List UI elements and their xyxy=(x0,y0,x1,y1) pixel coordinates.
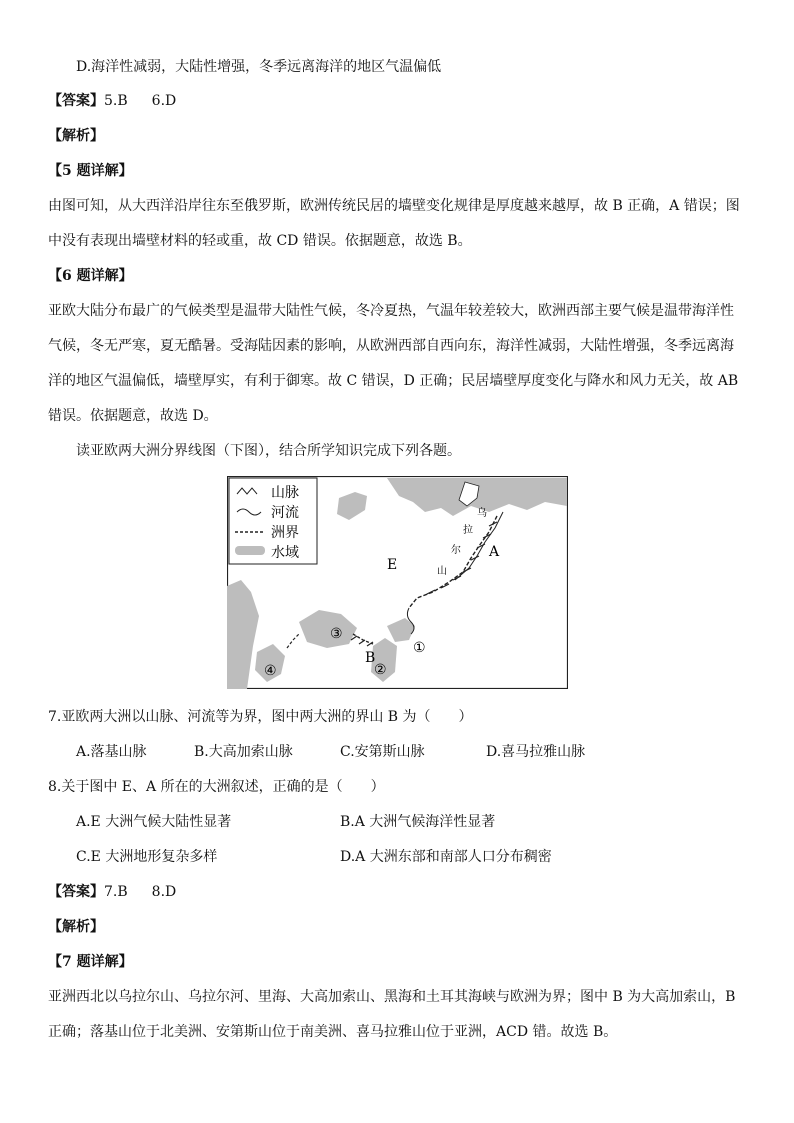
q8-option-d: D.A 大洲东部和南部人口分布稠密 xyxy=(340,849,552,865)
legend-river-label: 河流 xyxy=(271,505,299,521)
q7-option-d: D.喜马拉雅山脉 xyxy=(486,744,586,760)
legend-water-label: 水域 xyxy=(271,545,299,561)
analysis-label: 【解析】 xyxy=(48,128,104,144)
map-svg xyxy=(227,476,568,689)
answer-line-2 xyxy=(48,882,748,902)
q5-detail-line: 由图可知，从大西洋沿岸往东至俄罗斯，欧洲传统民居的墙壁变化规律是厚度越来越厚，故 B 正确，A 错误；图 xyxy=(48,198,740,214)
q8-option-a: A.E 大洲气候大陆性显著 xyxy=(76,814,232,830)
legend-boundary-label: 洲界 xyxy=(271,525,299,541)
q8-option-b: B.A 大洲气候海洋性显著 xyxy=(340,814,496,830)
q7-stem: 7.亚欧两大洲以山脉、河流等为界，图中两大洲的界山 B 为（ ） xyxy=(48,709,473,725)
label-circle-3: ③ xyxy=(330,626,343,642)
water-icon xyxy=(235,546,265,555)
q7-option-c: C.安第斯山脉 xyxy=(340,744,425,760)
q6-detail-line: 气候，冬无严寒，夏无酷暑。受海陆因素的影响，从欧洲西部自西向东，海洋性减弱，大陆性增强，冬季远离海 xyxy=(48,338,734,354)
label-circle-2: ② xyxy=(374,662,387,678)
answer-label-2: 【答案】 xyxy=(48,884,104,900)
q8-option-c: C.E 大洲地形复杂多样 xyxy=(76,849,218,865)
label-wu: 乌 xyxy=(477,508,487,519)
q5-detail-line: 中没有表现出墙壁材料的轻或重，故 CD 错误。依据题意，故选 B。 xyxy=(48,233,472,249)
q7-option-b: B.大高加索山脉 xyxy=(194,744,293,760)
label-b: B xyxy=(365,650,376,666)
answer-line-1 xyxy=(48,91,748,111)
q5-detail-title: 【5 题详解】 xyxy=(48,163,133,179)
q6-detail-title: 【6 题详解】 xyxy=(48,268,133,284)
q6-detail-line: 错误。依据题意，故选 D。 xyxy=(48,408,218,424)
label-la: 拉 xyxy=(463,525,473,536)
label-er: 尔 xyxy=(451,545,461,556)
q6-detail-line: 亚欧大陆分布最广的气候类型是温带大陆性气候，冬冷夏热，气温年较差较大，欧洲西部主要气候是温带海洋性 xyxy=(48,303,734,319)
label-shan: 山 xyxy=(437,566,447,577)
answer-8: 8.D xyxy=(151,884,177,900)
analysis-label-2: 【解析】 xyxy=(48,919,104,935)
label-circle-4: ④ xyxy=(264,663,277,679)
q7-detail-line: 亚洲西北以乌拉尔山、乌拉尔河、里海、大高加索山、黑海和土耳其海峡与欧洲为界；图中 B 为大高加索山，B xyxy=(48,989,736,1005)
answer-label: 【答案】 xyxy=(48,93,104,109)
label-a: A xyxy=(489,544,500,560)
q7-option-a: A.落基山脉 xyxy=(76,744,147,760)
answer-6: 6.D xyxy=(151,93,177,109)
label-e: E xyxy=(387,557,398,573)
answer-7: 7.B xyxy=(104,884,128,900)
q7-detail-title: 【7 题详解】 xyxy=(48,954,133,970)
q6-detail-line: 洋的地区气温偏低，墙壁厚实，有利于御寒。故 C 错误，D 正确；民居墙壁厚度变化与降水和风力无关，故 AB xyxy=(48,373,739,389)
q8-stem: 8.关于图中 E、A 所在的大洲叙述，正确的是（ ） xyxy=(48,779,385,795)
legend-mountain-label: 山脉 xyxy=(271,485,299,501)
asia-europe-boundary-map xyxy=(227,476,568,689)
label-circle-1: ① xyxy=(413,640,426,656)
map-intro: 读亚欧两大洲分界线图（下图），结合所学知识完成下列各题。 xyxy=(76,443,461,459)
q7-detail-line: 正确；落基山位于北美洲、安第斯山位于南美洲、喜马拉雅山位于亚洲，ACD 错。故选 B。 xyxy=(48,1024,618,1040)
answer-5: 5.B xyxy=(104,93,128,109)
q6-option-d: D.海洋性减弱，大陆性增强，冬季远离海洋的地区气温偏低 xyxy=(76,59,442,75)
